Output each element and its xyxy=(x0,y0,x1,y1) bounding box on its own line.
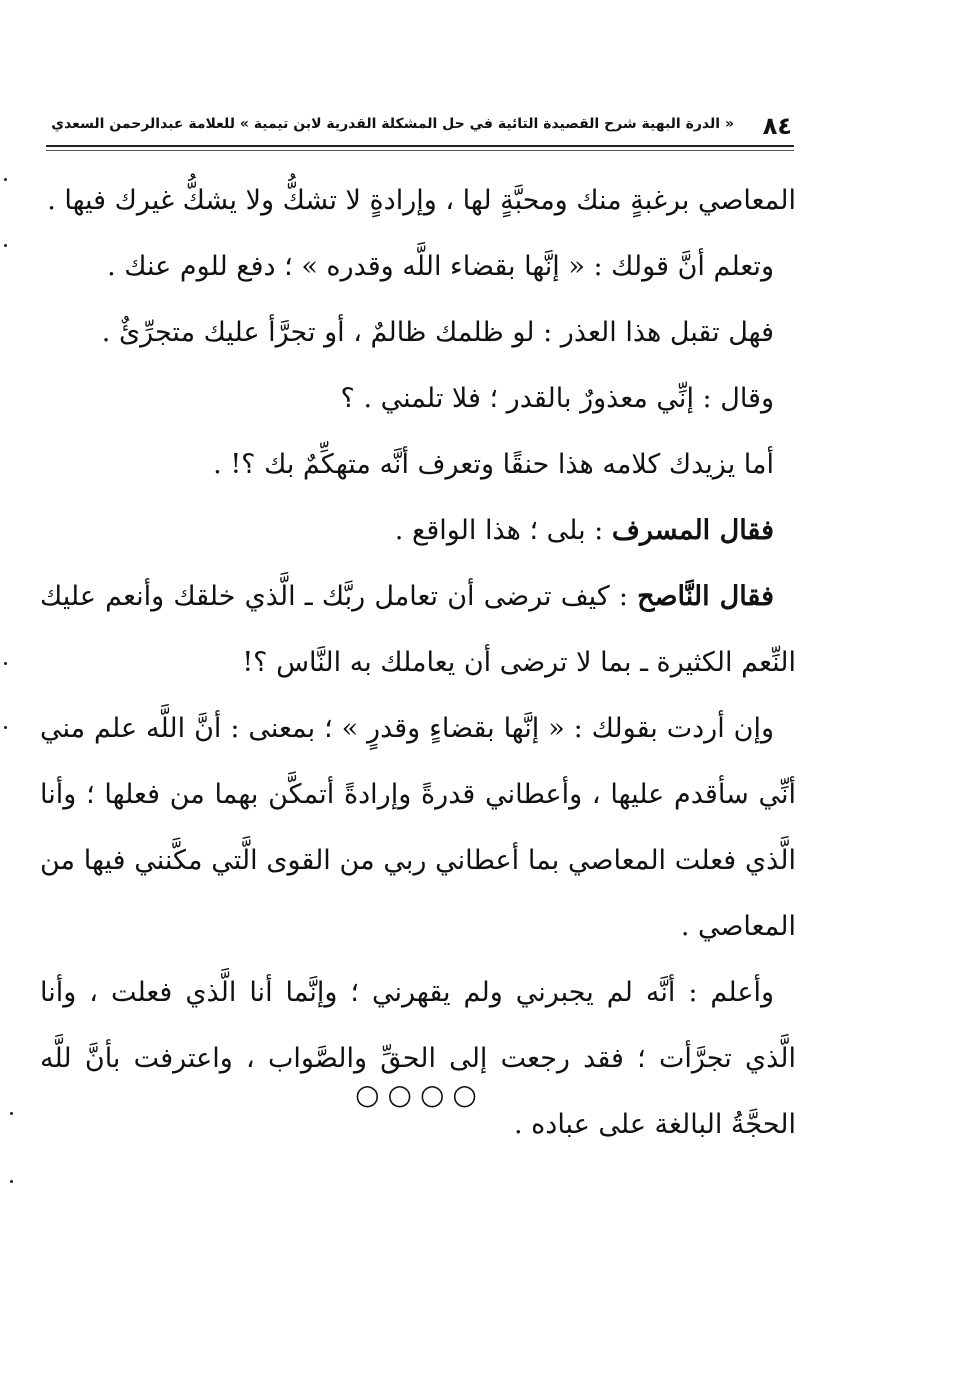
paragraph-7-text: : كيف ترضى أن تعامل ربَّك ـ الَّذي خلقك وأنعم عليك النِّعم الكثيرة ـ بما لا ترضى أن يعاملك به النَّاس ؟! xyxy=(40,581,796,678)
margin-dot xyxy=(10,1180,13,1183)
paragraph-2: وتعلم أنَّ قولك : « إنَّها بقضاء اللَّه وقدره » ؛ دفع للوم عنك . xyxy=(107,251,774,282)
margin-dot xyxy=(4,662,7,665)
speaker-label: فقال النَّاصح xyxy=(637,581,774,612)
paragraph-1: المعاصي برغبةٍ منك ومحبَّةٍ لها ، وإرادةٍ لا تشكُّ ولا يشكُّ غيرك فيها . xyxy=(47,185,796,216)
header-rule xyxy=(46,145,794,147)
running-title: « الدرة البهية شرح القصيدة التائية في حل المشكلة القدرية لابن تيمية » للعلامة عبدالرحمن السعدي xyxy=(51,116,734,132)
margin-dot xyxy=(4,178,7,181)
header-rule-thin xyxy=(46,150,794,151)
margin-dot xyxy=(10,1112,13,1115)
paragraph-8: وإن أردت بقولك : « إنَّها بقضاءٍ وقدرٍ » ؛ بمعنى : أنَّ اللَّه علم مني أنِّي سأقدم عليها ، وأعطاني قدرةً وإرادةً أتمكَّن بهما من فعلها ؛ وأنا الَّذي فعلت المعاصي بما أعطاني ربي من القوى الَّتي مكَّنني فيها من المعاصي . xyxy=(40,713,796,942)
paragraph-5: أما يزيدك كلامه هذا حنقًا وتعرف أنَّه متهكِّمٌ بك ؟! . xyxy=(213,449,774,480)
paragraph-6 xyxy=(40,498,796,564)
margin-dot xyxy=(4,726,7,729)
margin-dot xyxy=(4,244,7,247)
page-header xyxy=(52,112,792,148)
speaker-label: فقال المسرف xyxy=(611,515,774,546)
section-end-mark: ○○○○ xyxy=(355,1078,485,1111)
paragraph-3: فهل تقبل هذا العذر : لو ظلمك ظالمٌ ، أو تجرَّأ عليك متجرِّئٌ . xyxy=(101,317,774,348)
page-body xyxy=(40,168,796,1158)
paragraph-4: وقال : إنِّي معذورٌ بالقدر ؛ فلا تلمني . ؟ xyxy=(340,383,774,414)
paragraph-7 xyxy=(40,564,796,696)
paragraph-6-text: : بلى ؛ هذا الواقع . xyxy=(394,515,612,546)
paragraph-9: وأعلم : أنَّه لم يجبرني ولم يقهرني ؛ وإنَّما أنا الَّذي فعلت ، وأنا الَّذي تجرَّأت ؛ فقد رجعت إلى الحقِّ والصَّواب ، واعترفت بأنَّ للَّه الحجَّةُ البالغة على عباده . xyxy=(40,977,796,1140)
page-number: ٨٤ xyxy=(762,112,792,140)
